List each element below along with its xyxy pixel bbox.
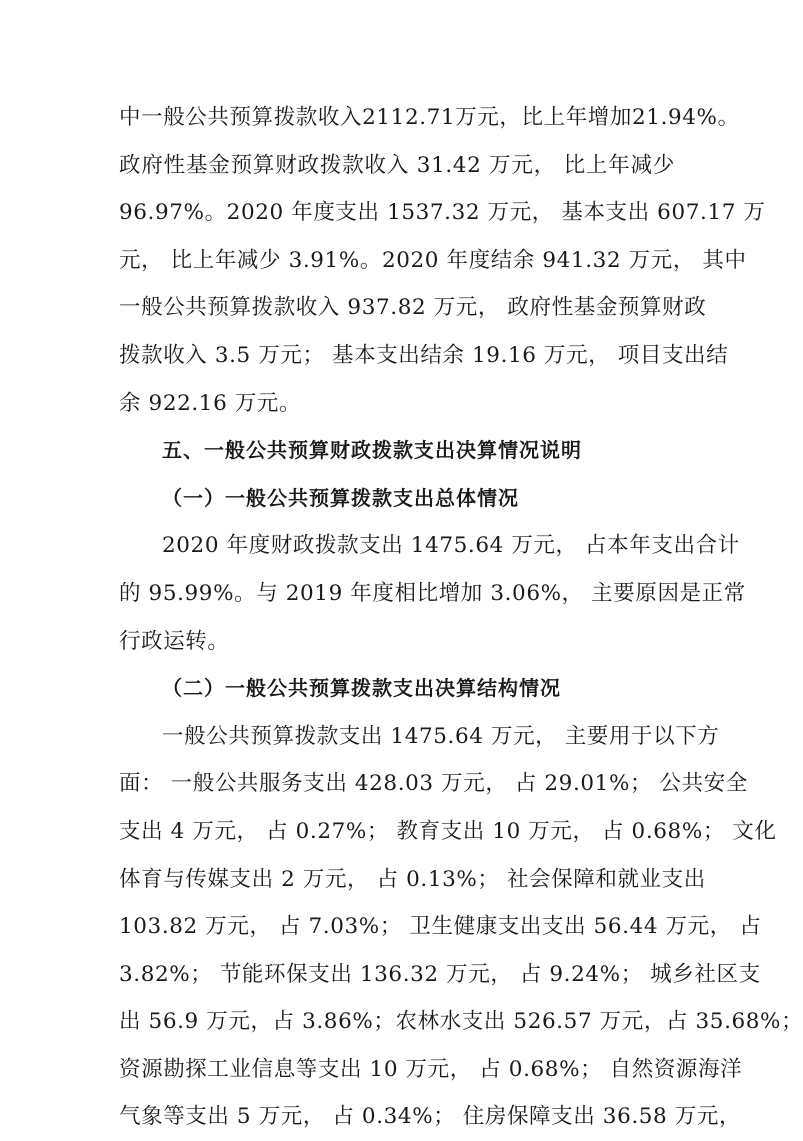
text-line: 2020 年度财政拨款支出 1475.64 万元， 占本年支出合计 — [162, 533, 740, 559]
text-line: 支出 4 万元， 占 0.27%； 教育支出 10 万元， 占 0.68%； 文化 — [119, 818, 777, 844]
text-line: 出 56.9 万元，占 3.86%；农林水支出 526.57 万元，占 35.68%； — [119, 1009, 803, 1035]
paragraph-expenditure-structure — [119, 713, 803, 1141]
text-line: 103.82 万元， 占 7.03%； 卫生健康支出支出 56.44 万元， 占 — [119, 914, 762, 940]
text-line: 行政运转。 — [119, 628, 230, 654]
text-line: 气象等支出 5 万元， 占 0.34%； 住房保障支出 36.58 万元， — [119, 1104, 742, 1130]
text-line: 96.97%。2020 年度支出 1537.32 万元， 基本支出 607.17 万 — [119, 200, 766, 226]
text-line: 一般公共预算拨款收入 937.82 万元， 政府性基金预算财政 — [119, 295, 707, 321]
text-line: 一般公共预算拨款支出 1475.64 万元， 主要用于以下方 — [162, 723, 720, 749]
text-line: 的 95.99%。与 2019 年度相比增加 3.06%， 主要原因是正常 — [119, 580, 746, 606]
subsection-heading: （一）一般公共预算拨款支出总体情况 — [162, 485, 519, 510]
paragraph-overall-expenditure — [119, 522, 746, 665]
text-line: 元， 比上年减少 3.91%。2020 年度结余 941.32 万元， 其中 — [119, 247, 747, 273]
text-line: 面： 一般公共服务支出 428.03 万元， 占 29.01%； 公共安全 — [119, 771, 748, 797]
text-line: 拨款收入 3.5 万元； 基本支出结余 19.16 万元， 项目支出结 — [119, 342, 729, 368]
document-page — [119, 94, 803, 1141]
text-line: 余 922.16 万元。 — [119, 390, 302, 416]
text-line: 体育与传媒支出 2 万元， 占 0.13%； 社会保障和就业支出 — [119, 866, 706, 892]
subsection-heading: （二）一般公共预算拨款支出决算结构情况 — [162, 676, 561, 701]
text-line: 资源勘探工业信息等支出 10 万元， 占 0.68%； 自然资源海洋 — [119, 1056, 743, 1082]
text-line: 政府性基金预算财政拨款收入 31.42 万元， 比上年减少 — [119, 152, 675, 178]
text-line: 中一般公共预算拨款收入2112.71万元，比上年增加21.94%。 — [119, 105, 740, 130]
section-heading: 五、一般公共预算财政拨款支出决算情况说明 — [162, 438, 582, 463]
paragraph-budget-summary — [119, 94, 766, 427]
text-line: 3.82%； 节能环保支出 136.32 万元， 占 9.24%； 城乡社区支 — [119, 961, 761, 987]
